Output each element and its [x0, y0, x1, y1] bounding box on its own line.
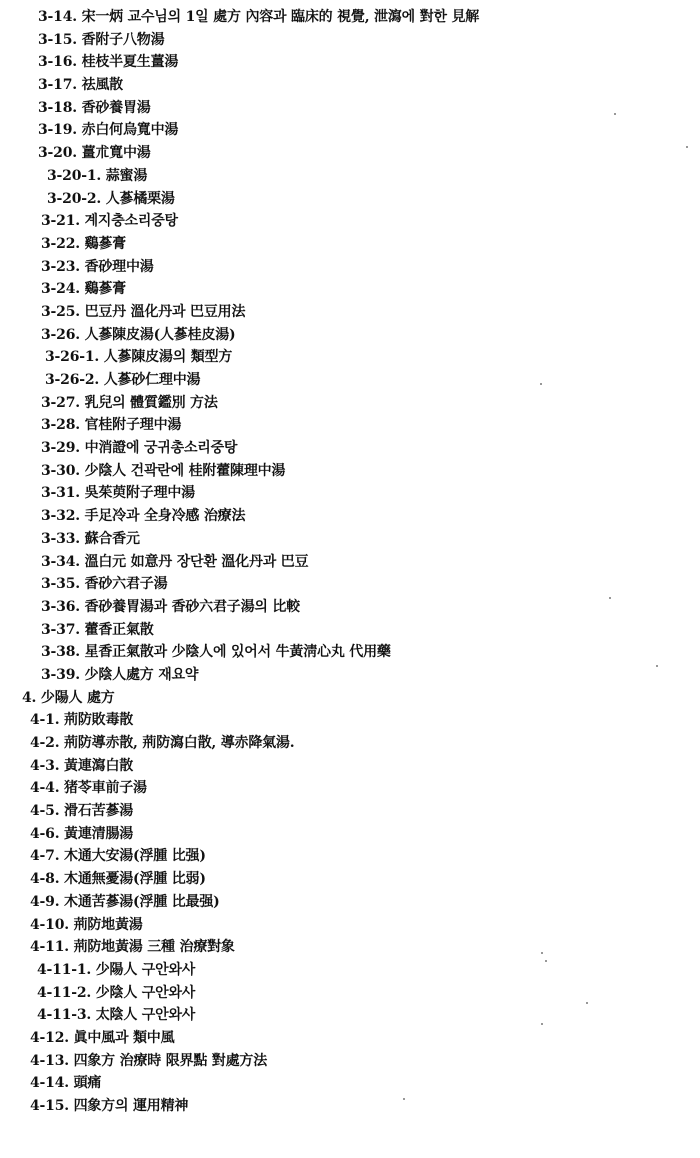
toc-entry: 4-1. 荊防敗毒散 [30, 712, 134, 729]
scan-speck [403, 1098, 405, 1100]
toc-entry: 3-36. 香砂養胃湯과 香砂六君子湯의 比較 [41, 598, 300, 615]
scan-speck [540, 383, 542, 385]
toc-entry: 4-4. 猪苓車前子湯 [30, 780, 147, 797]
toc-entry: 3-39. 少陰人處方 재요약 [41, 666, 199, 683]
toc-entry: 4-2. 荊防導赤散, 荊防瀉白散, 導赤降氣湯. [30, 735, 295, 751]
toc-section-heading: 4. 少陽人 處方 [22, 689, 115, 706]
toc-entry: 4-8. 木通無憂湯(浮腫 比弱) [30, 871, 206, 888]
toc-entry: 3-25. 巴豆丹 溫化丹과 巴豆用法 [41, 303, 246, 320]
toc-entry: 3-14. 宋一炳 교수님의 1일 處方 內容과 臨床的 視覺, 泄瀉에 對한 見解 [38, 9, 480, 25]
toc-entry: 4-12. 眞中風과 類中風 [30, 1029, 175, 1046]
scan-speck [586, 1002, 588, 1004]
toc-entry: 3-34. 溫白元 如意丹 장단환 溫化丹과 巴豆 [41, 553, 309, 570]
toc-entry: 3-27. 乳兒의 體質鑑別 方法 [41, 394, 218, 411]
scan-speck [541, 1023, 543, 1025]
toc-entry: 4-13. 四象方 治療時 限界點 對處方法 [30, 1052, 268, 1069]
toc-entry: 4-11. 荊防地黃湯 三種 治療對象 [30, 939, 235, 956]
toc-subentry: 3-26-2. 人蔘砂仁理中湯 [45, 372, 201, 388]
scan-speck [686, 146, 688, 148]
toc-entry: 4-9. 木通苦蔘湯(浮腫 比最强) [30, 893, 220, 910]
toc-entry: 4-15. 四象方의 運用精神 [30, 1098, 189, 1114]
toc-entry: 3-30. 少陰人 건곽란에 桂附藿陳理中湯 [41, 462, 286, 479]
toc-subentry: 3-26-1. 人蔘陳皮湯의 類型方 [45, 349, 233, 366]
toc-subentry: 3-20-2. 人蔘橘栗湯 [47, 190, 175, 207]
toc-entry: 3-17. 祛風散 [38, 77, 123, 94]
toc-entry: 3-18. 香砂養胃湯 [38, 99, 151, 116]
scan-speck [614, 113, 616, 115]
scan-speck [609, 597, 611, 599]
scan-speck [656, 665, 658, 667]
toc-entry: 4-10. 荊防地黃湯 [30, 916, 143, 933]
toc-subentry: 4-11-3. 太陰人 구안와사 [37, 1007, 196, 1024]
toc-entry: 3-16. 桂枝半夏生薑湯 [38, 54, 179, 71]
toc-entry: 3-20. 薑朮寬中湯 [38, 145, 151, 162]
toc-entry: 3-33. 蘇合香元 [41, 530, 140, 547]
scan-speck [545, 960, 547, 962]
toc-entry: 3-31. 吳茱萸附子理中湯 [41, 485, 195, 502]
toc-entry: 3-15. 香附子八物湯 [38, 31, 165, 48]
toc-entry: 3-22. 鷄蔘膏 [41, 235, 126, 252]
toc-entry: 3-23. 香砂理中湯 [41, 258, 154, 275]
toc-entry: 3-26. 人蔘陳皮湯(人蔘桂皮湯) [41, 326, 236, 343]
toc-entry: 4-5. 滑石苦蔘湯 [30, 803, 134, 820]
toc-entry: 3-21. 계지충소리중탕 [41, 213, 178, 230]
toc-entry: 3-24. 鷄蔘膏 [41, 281, 126, 298]
toc-entry: 3-28. 官桂附子理中湯 [41, 417, 182, 434]
toc-entry: 3-35. 香砂六君子湯 [41, 576, 168, 593]
toc-entry: 4-7. 木通大安湯(浮腫 比强) [30, 848, 206, 865]
toc-subentry: 3-20-1. 蒜蜜湯 [47, 167, 148, 184]
toc-subentry: 4-11-2. 少陰人 구안와사 [37, 984, 196, 1001]
toc-subentry: 4-11-1. 少陽人 구안와사 [37, 961, 196, 978]
toc-entry: 3-19. 赤白何烏寬中湯 [38, 122, 179, 139]
toc-entry: 3-37. 藿香正氣散 [41, 621, 154, 638]
toc-entry: 4-6. 黃連清腸湯 [30, 825, 134, 842]
toc-entry: 4-3. 黃連瀉白散 [30, 757, 134, 774]
table-of-contents [0, 6, 700, 1118]
scan-speck [541, 952, 543, 954]
toc-entry: 4-14. 頭痛 [30, 1075, 102, 1092]
toc-entry: 3-29. 中消證에 궁귀총소리중탕 [41, 440, 238, 457]
toc-entry: 3-38. 星香正氣散과 少陰人에 있어서 牛黃淸心丸 代用藥 [41, 644, 391, 661]
toc-entry: 3-32. 手足冷과 全身冷感 治療法 [41, 508, 246, 525]
